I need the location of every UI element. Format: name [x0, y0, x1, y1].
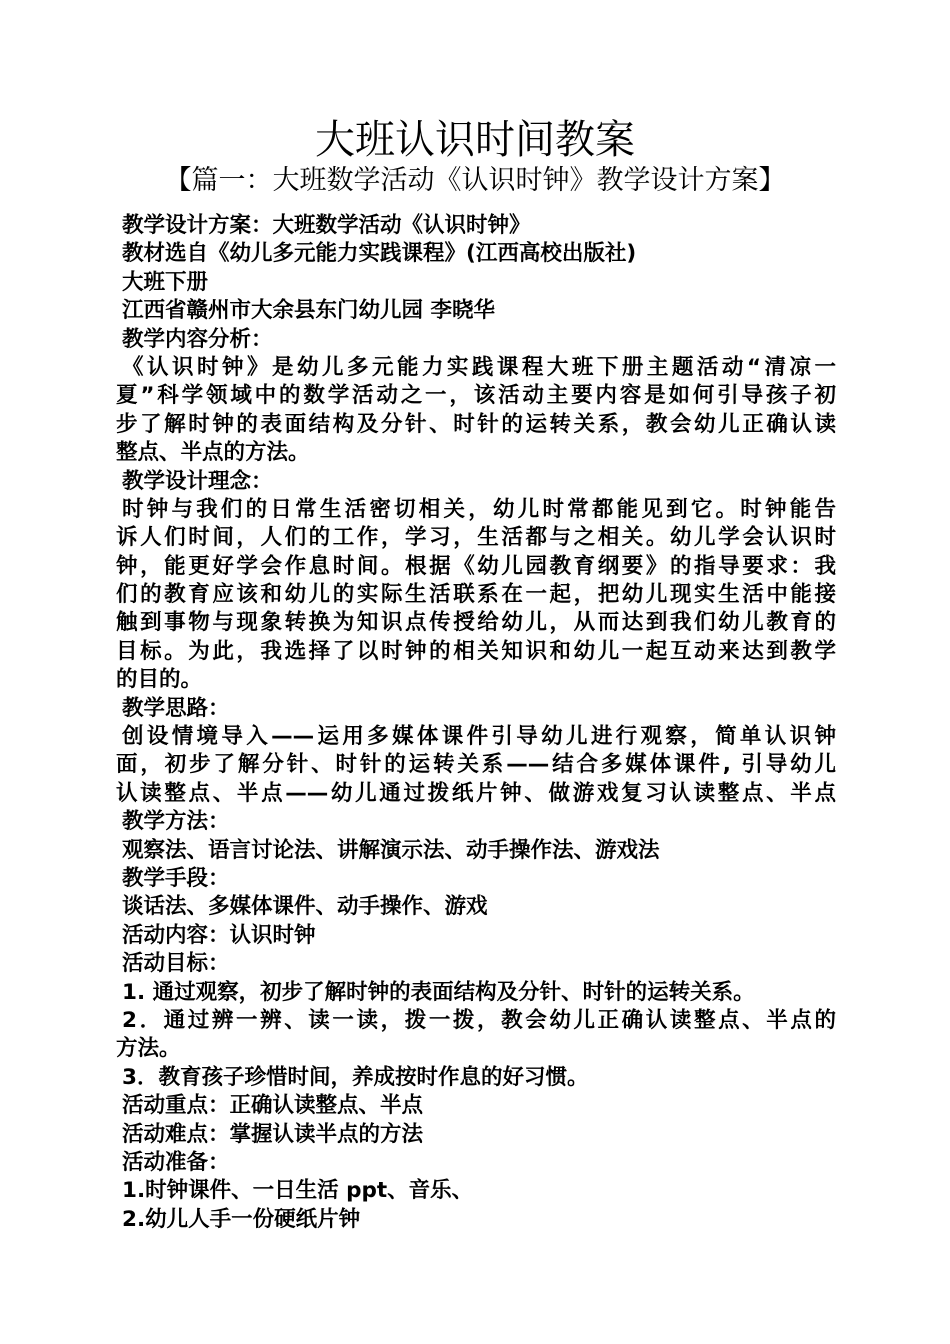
text-line: 的目的。	[116, 667, 203, 693]
text-line: 教材选自《幼儿多元能力实践课程》(江西高校出版社)	[122, 241, 637, 267]
text-line: 谈话法、多媒体课件、动手操作、游戏	[122, 894, 488, 920]
text-line: 教学设计理念：	[122, 468, 273, 494]
document-title: 大班认识时间教案	[315, 117, 635, 163]
text-line: 观察法、语言讨论法、讲解演示法、动手操作法、游戏法	[122, 837, 660, 863]
text-line: 活动内容：认识时钟	[122, 922, 316, 948]
text-line: 教学手段：	[122, 865, 230, 891]
text-line: 江西省赣州市大余县东门幼儿园 李晓华	[122, 298, 495, 324]
text-line: 2．通过辨一辨、读一读，拨一拨，教会幼儿正确认读整点、半点的	[122, 1007, 836, 1033]
text-line: 活动准备：	[122, 1149, 230, 1175]
text-line: 活动难点：掌握认读半点的方法	[122, 1121, 424, 1147]
text-line: 面，初步了解分针、时针的运转关系——结合多媒体课件, 引导幼儿	[116, 752, 836, 778]
text-line: 目标。为此，我选择了以时钟的相关知识和幼儿一起互动来达到教学	[116, 638, 836, 664]
document-body	[116, 212, 836, 1234]
text-line: 夏”科学领域中的数学活动之一，该活动主要内容是如何引导孩子初	[116, 383, 836, 409]
text-line: 2.幼儿人手一份硬纸片钟	[122, 1206, 361, 1232]
text-line: 教学设计方案：大班数学活动《认识时钟》	[122, 213, 531, 238]
text-line: 步了解时钟的表面结构及分针、时针的运转关系，教会幼儿正确认读	[116, 411, 836, 437]
text-line: 时钟与我们的日常生活密切相关，幼儿时常都能见到它。时钟能告	[122, 496, 836, 522]
text-line: 《认识时钟》是幼儿多元能力实践课程大班下册主题活动“清凉一	[122, 354, 836, 380]
text-line: 方法。	[116, 1036, 181, 1062]
text-line: 大班下册	[122, 269, 209, 295]
document-subtitle: 【篇一：大班数学活动《认识时钟》教学设计方案】	[164, 165, 786, 196]
text-line: 1. 通过观察，初步了解时钟的表面结构及分针、时针的运转关系。	[122, 979, 755, 1005]
text-line: 们的教育应该和幼儿的实际生活联系在一起，把幼儿现实生活中能接	[116, 582, 836, 608]
text-line: 教学方法：	[122, 809, 230, 835]
text-line: 创设情境导入——运用多媒体课件引导幼儿进行观察，简单认识钟	[122, 724, 836, 750]
text-line: 钟，能更好学会作息时间。根据《幼儿园教育纲要》的指导要求：我	[116, 553, 836, 579]
text-line: 诉人们时间，人们的工作，学习，生活都与之相关。幼儿学会认识时	[116, 525, 836, 551]
text-line: 活动目标：	[122, 951, 230, 977]
text-line: 3．教育孩子珍惜时间，养成按时作息的好习惯。	[122, 1064, 589, 1090]
text-line: 教学思路：	[122, 695, 230, 721]
text-line: 活动重点：正确认读整点、半点	[122, 1093, 424, 1119]
text-line: 认读整点、半点——幼儿通过拨纸片钟、做游戏复习认读整点、半点	[116, 780, 836, 806]
text-line: 整点、半点的方法。	[116, 440, 310, 466]
text-line: 触到事物与现象转换为知识点传授给幼儿，从而达到我们幼儿教育的	[116, 610, 836, 636]
text-line: 教学内容分析：	[122, 326, 273, 352]
text-line: 1.时钟课件、一日生活 ppt、音乐、	[122, 1178, 474, 1204]
